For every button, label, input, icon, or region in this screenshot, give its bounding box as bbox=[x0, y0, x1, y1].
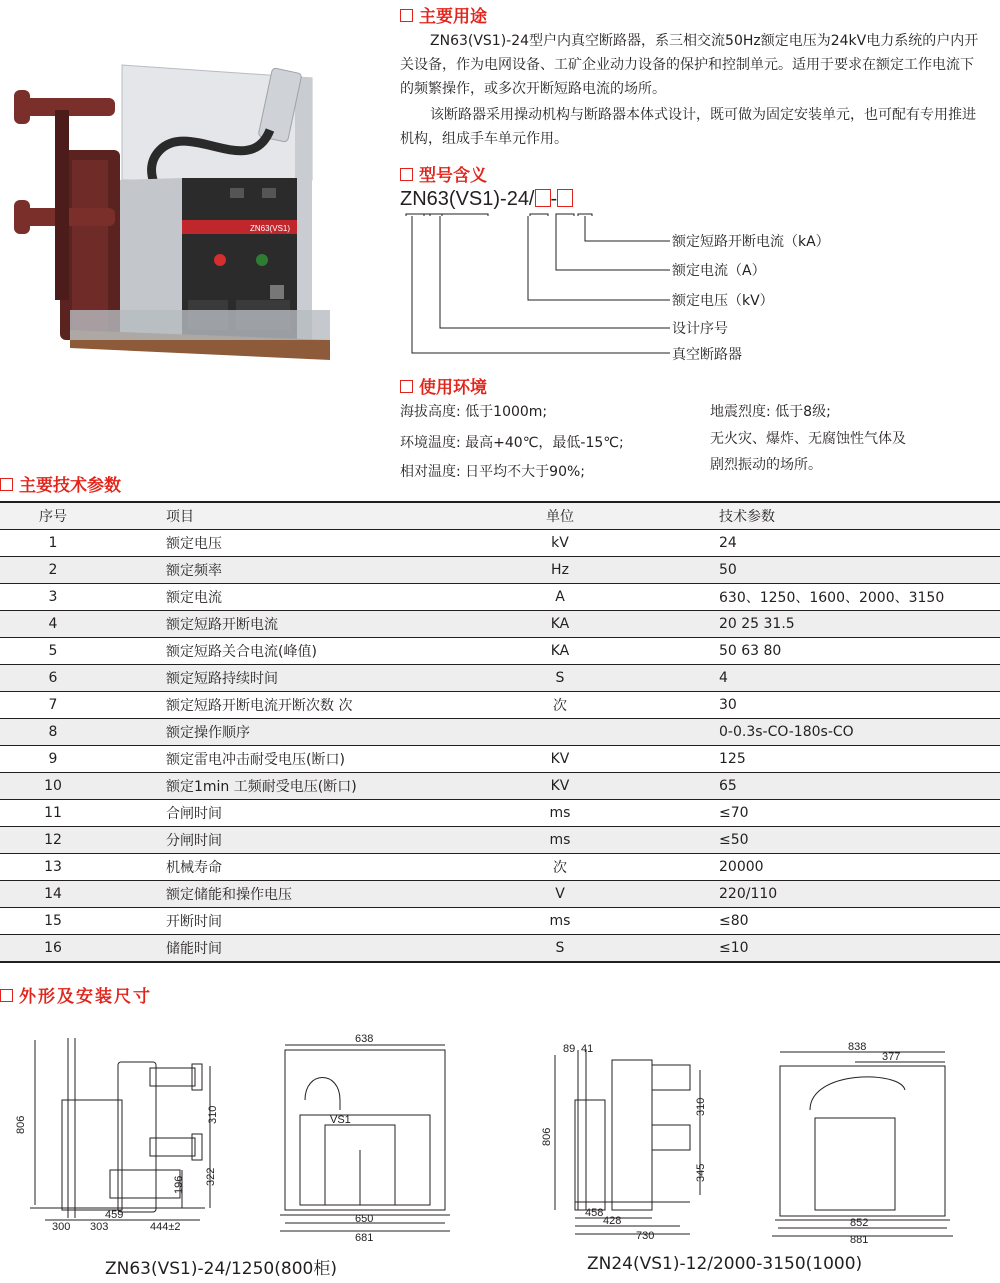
cell-value: 50 bbox=[609, 557, 1000, 584]
table-row bbox=[0, 611, 1000, 638]
usage-title-text: 主要用途 bbox=[419, 7, 487, 27]
cell-item: 额定短路持续时间 bbox=[106, 665, 511, 692]
cell-no: 9 bbox=[0, 746, 106, 773]
cell-no: 4 bbox=[0, 611, 106, 638]
table-row bbox=[0, 692, 1000, 719]
table-row bbox=[0, 908, 1000, 935]
cell-no: 11 bbox=[0, 800, 106, 827]
cell-value: 4 bbox=[609, 665, 1000, 692]
cell-unit: A bbox=[511, 584, 609, 611]
cell-no: 16 bbox=[0, 935, 106, 963]
usage-paragraph-2: 该断路器采用操动机构与断路器本体式设计，既可做为固定安装单元，也可配有专用推进机构，组成手车单元作用。 bbox=[400, 107, 976, 147]
cell-no: 15 bbox=[0, 908, 106, 935]
cell-unit bbox=[511, 719, 609, 746]
model-title bbox=[400, 161, 487, 186]
model-label-rated-voltage: 额定电压（kV） bbox=[672, 293, 774, 309]
cell-item: 额定储能和操作电压 bbox=[106, 881, 511, 908]
d1-dim-300: 300 bbox=[52, 1221, 71, 1233]
d3-dim-458: 458 bbox=[585, 1207, 604, 1219]
table-body bbox=[0, 530, 1000, 963]
cell-value: 630、1250、1600、2000、3150 bbox=[609, 584, 1000, 611]
d2-dim-681: 681 bbox=[355, 1232, 374, 1244]
d3-dim-89: 89 bbox=[563, 1043, 576, 1055]
d3-dim-310: 310 bbox=[695, 1097, 707, 1116]
cell-unit: 次 bbox=[511, 692, 609, 719]
d3-dim-806: 806 bbox=[541, 1127, 553, 1146]
table-row bbox=[0, 746, 1000, 773]
product-photo bbox=[0, 60, 340, 380]
table-row bbox=[0, 827, 1000, 854]
cell-unit: ms bbox=[511, 827, 609, 854]
header-item: 项目 bbox=[106, 502, 511, 530]
dims-title bbox=[0, 982, 152, 1007]
cell-item: 合闸时间 bbox=[106, 800, 511, 827]
cell-unit: V bbox=[511, 881, 609, 908]
table-row bbox=[0, 665, 1000, 692]
table-row bbox=[0, 584, 1000, 611]
cell-no: 3 bbox=[0, 584, 106, 611]
cell-item: 额定电流 bbox=[106, 584, 511, 611]
d4-dim-881: 881 bbox=[850, 1234, 869, 1245]
usage-title bbox=[400, 2, 487, 27]
model-title-text: 型号含义 bbox=[419, 166, 487, 186]
d3-dim-345: 345 bbox=[695, 1163, 707, 1182]
env-hazards-2: 剧烈振动的场所。 bbox=[710, 457, 822, 473]
cell-item: 额定1min 工频耐受电压(断口) bbox=[106, 773, 511, 800]
placeholder-box-icon bbox=[557, 189, 573, 207]
env-title bbox=[400, 373, 487, 398]
cell-value: 65 bbox=[609, 773, 1000, 800]
cell-value: ≤50 bbox=[609, 827, 1000, 854]
cell-value: 24 bbox=[609, 530, 1000, 557]
cell-no: 7 bbox=[0, 692, 106, 719]
d1-dim-322: 322 bbox=[205, 1167, 217, 1186]
model-label-design-no: 设计序号 bbox=[672, 321, 728, 337]
d3-dim-428: 428 bbox=[603, 1215, 622, 1227]
table-row bbox=[0, 557, 1000, 584]
spec-table bbox=[0, 501, 1000, 963]
bullet-box-icon bbox=[400, 9, 413, 22]
bullet-box-icon bbox=[0, 478, 13, 491]
params-title-text: 主要技术参数 bbox=[19, 476, 121, 496]
cell-no: 12 bbox=[0, 827, 106, 854]
bullet-box-icon bbox=[400, 168, 413, 181]
cell-value: 220/110 bbox=[609, 881, 1000, 908]
d3-dim-730: 730 bbox=[636, 1230, 655, 1242]
table-row bbox=[0, 773, 1000, 800]
model-code-text: ZN63(VS1)-24/ bbox=[400, 188, 535, 210]
d4-dim-377: 377 bbox=[882, 1051, 901, 1063]
cell-no: 6 bbox=[0, 665, 106, 692]
header-value: 技术参数 bbox=[609, 502, 1000, 530]
table-row bbox=[0, 530, 1000, 557]
photo-nameplate: ZN63(VS1) bbox=[250, 224, 291, 233]
cell-no: 8 bbox=[0, 719, 106, 746]
cell-unit: ms bbox=[511, 908, 609, 935]
d1-dim-310: 310 bbox=[207, 1105, 219, 1124]
cell-value: 50 63 80 bbox=[609, 638, 1000, 665]
env-hazards-1: 无火灾、爆炸、无腐蚀性气体及 bbox=[710, 431, 906, 447]
cell-item: 额定频率 bbox=[106, 557, 511, 584]
cell-no: 2 bbox=[0, 557, 106, 584]
d1-dim-196: 196 bbox=[173, 1175, 185, 1194]
cell-no: 13 bbox=[0, 854, 106, 881]
params-title bbox=[0, 471, 121, 496]
env-humidity: 相对温度: 日平均不大于90%; bbox=[400, 464, 586, 480]
model-label-breaking-current: 额定短路开断电流（kA） bbox=[672, 234, 830, 250]
bullet-box-icon bbox=[400, 380, 413, 393]
cell-item: 额定短路开断电流开断次数 次 bbox=[106, 692, 511, 719]
d1-dim-459: 459 bbox=[105, 1209, 124, 1221]
env-seismic: 地震烈度: 低于8级; bbox=[710, 404, 831, 420]
model-dash: - bbox=[550, 188, 558, 210]
d2-dim-638: 638 bbox=[355, 1033, 374, 1045]
table-row bbox=[0, 800, 1000, 827]
cell-value: ≤80 bbox=[609, 908, 1000, 935]
cell-item: 额定短路关合电流(峰值) bbox=[106, 638, 511, 665]
cell-item: 机械寿命 bbox=[106, 854, 511, 881]
model-bracket-lines bbox=[400, 208, 680, 368]
d1-dim-806: 806 bbox=[15, 1115, 27, 1134]
cell-no: 1 bbox=[0, 530, 106, 557]
header-no: 序号 bbox=[0, 502, 106, 530]
cell-item: 储能时间 bbox=[106, 935, 511, 963]
table-row bbox=[0, 935, 1000, 963]
cell-unit: KA bbox=[511, 638, 609, 665]
cell-value: 125 bbox=[609, 746, 1000, 773]
bullet-box-icon bbox=[0, 989, 13, 1002]
cell-item: 分闸时间 bbox=[106, 827, 511, 854]
cell-item: 额定操作顺序 bbox=[106, 719, 511, 746]
cell-item: 额定雷电冲击耐受电压(断口) bbox=[106, 746, 511, 773]
placeholder-box-icon bbox=[535, 189, 551, 207]
usage-paragraph-1: ZN63(VS1)-24型户内真空断路器，系三相交流50Hz额定电压为24kV电力系统的户内开关设备，作为电网设备、工矿企业动力设备的保护和控制单元。适用于要求在额定工作电流下的频繁操作，或多次开断短路电流的场所。 bbox=[400, 33, 979, 97]
d4-dim-838: 838 bbox=[848, 1041, 867, 1053]
env-altitude: 海拔高度: 低于1000m; bbox=[400, 404, 548, 420]
cell-value: 30 bbox=[609, 692, 1000, 719]
dims-title-text: 外形及安装尺寸 bbox=[19, 987, 152, 1007]
cell-unit: KV bbox=[511, 746, 609, 773]
d2-label-vs1: VS1 bbox=[330, 1114, 351, 1126]
cell-value: 20000 bbox=[609, 854, 1000, 881]
cell-item: 额定电压 bbox=[106, 530, 511, 557]
cell-unit: Hz bbox=[511, 557, 609, 584]
cell-value: ≤10 bbox=[609, 935, 1000, 963]
env-title-text: 使用环境 bbox=[419, 378, 487, 398]
cell-unit: kV bbox=[511, 530, 609, 557]
cell-value: 0-0.3s-CO-180s-CO bbox=[609, 719, 1000, 746]
cell-item: 开断时间 bbox=[106, 908, 511, 935]
d3-dim-41: 41 bbox=[581, 1043, 594, 1055]
table-row bbox=[0, 719, 1000, 746]
caption-right: ZN24(VS1)-12/2000-3150(1000) bbox=[587, 1254, 863, 1274]
cell-item: 额定短路开断电流 bbox=[106, 611, 511, 638]
cell-no: 14 bbox=[0, 881, 106, 908]
cell-value: ≤70 bbox=[609, 800, 1000, 827]
d4-dim-852: 852 bbox=[850, 1217, 869, 1229]
cell-unit: ms bbox=[511, 800, 609, 827]
cell-unit: S bbox=[511, 935, 609, 963]
table-header-row bbox=[0, 502, 1000, 530]
cell-unit: KA bbox=[511, 611, 609, 638]
cell-no: 10 bbox=[0, 773, 106, 800]
d2-dim-650: 650 bbox=[355, 1213, 374, 1225]
caption-left: ZN63(VS1)-24/1250(800柜) bbox=[105, 1259, 337, 1279]
env-temperature: 环境温度: 最高+40℃，最低-15℃; bbox=[400, 435, 624, 451]
dimension-drawings bbox=[0, 1030, 1000, 1245]
table-row bbox=[0, 854, 1000, 881]
cell-unit: 次 bbox=[511, 854, 609, 881]
model-label-rated-current: 额定电流（A） bbox=[672, 263, 766, 279]
d1-dim-303: 303 bbox=[90, 1221, 109, 1233]
d1-dim-444: 444±2 bbox=[150, 1221, 181, 1233]
cell-value: 20 25 31.5 bbox=[609, 611, 1000, 638]
header-unit: 单位 bbox=[511, 502, 609, 530]
model-label-vacuum-breaker: 真空断路器 bbox=[672, 347, 742, 363]
table-row bbox=[0, 881, 1000, 908]
cell-unit: KV bbox=[511, 773, 609, 800]
cell-unit: S bbox=[511, 665, 609, 692]
cell-no: 5 bbox=[0, 638, 106, 665]
table-row bbox=[0, 638, 1000, 665]
